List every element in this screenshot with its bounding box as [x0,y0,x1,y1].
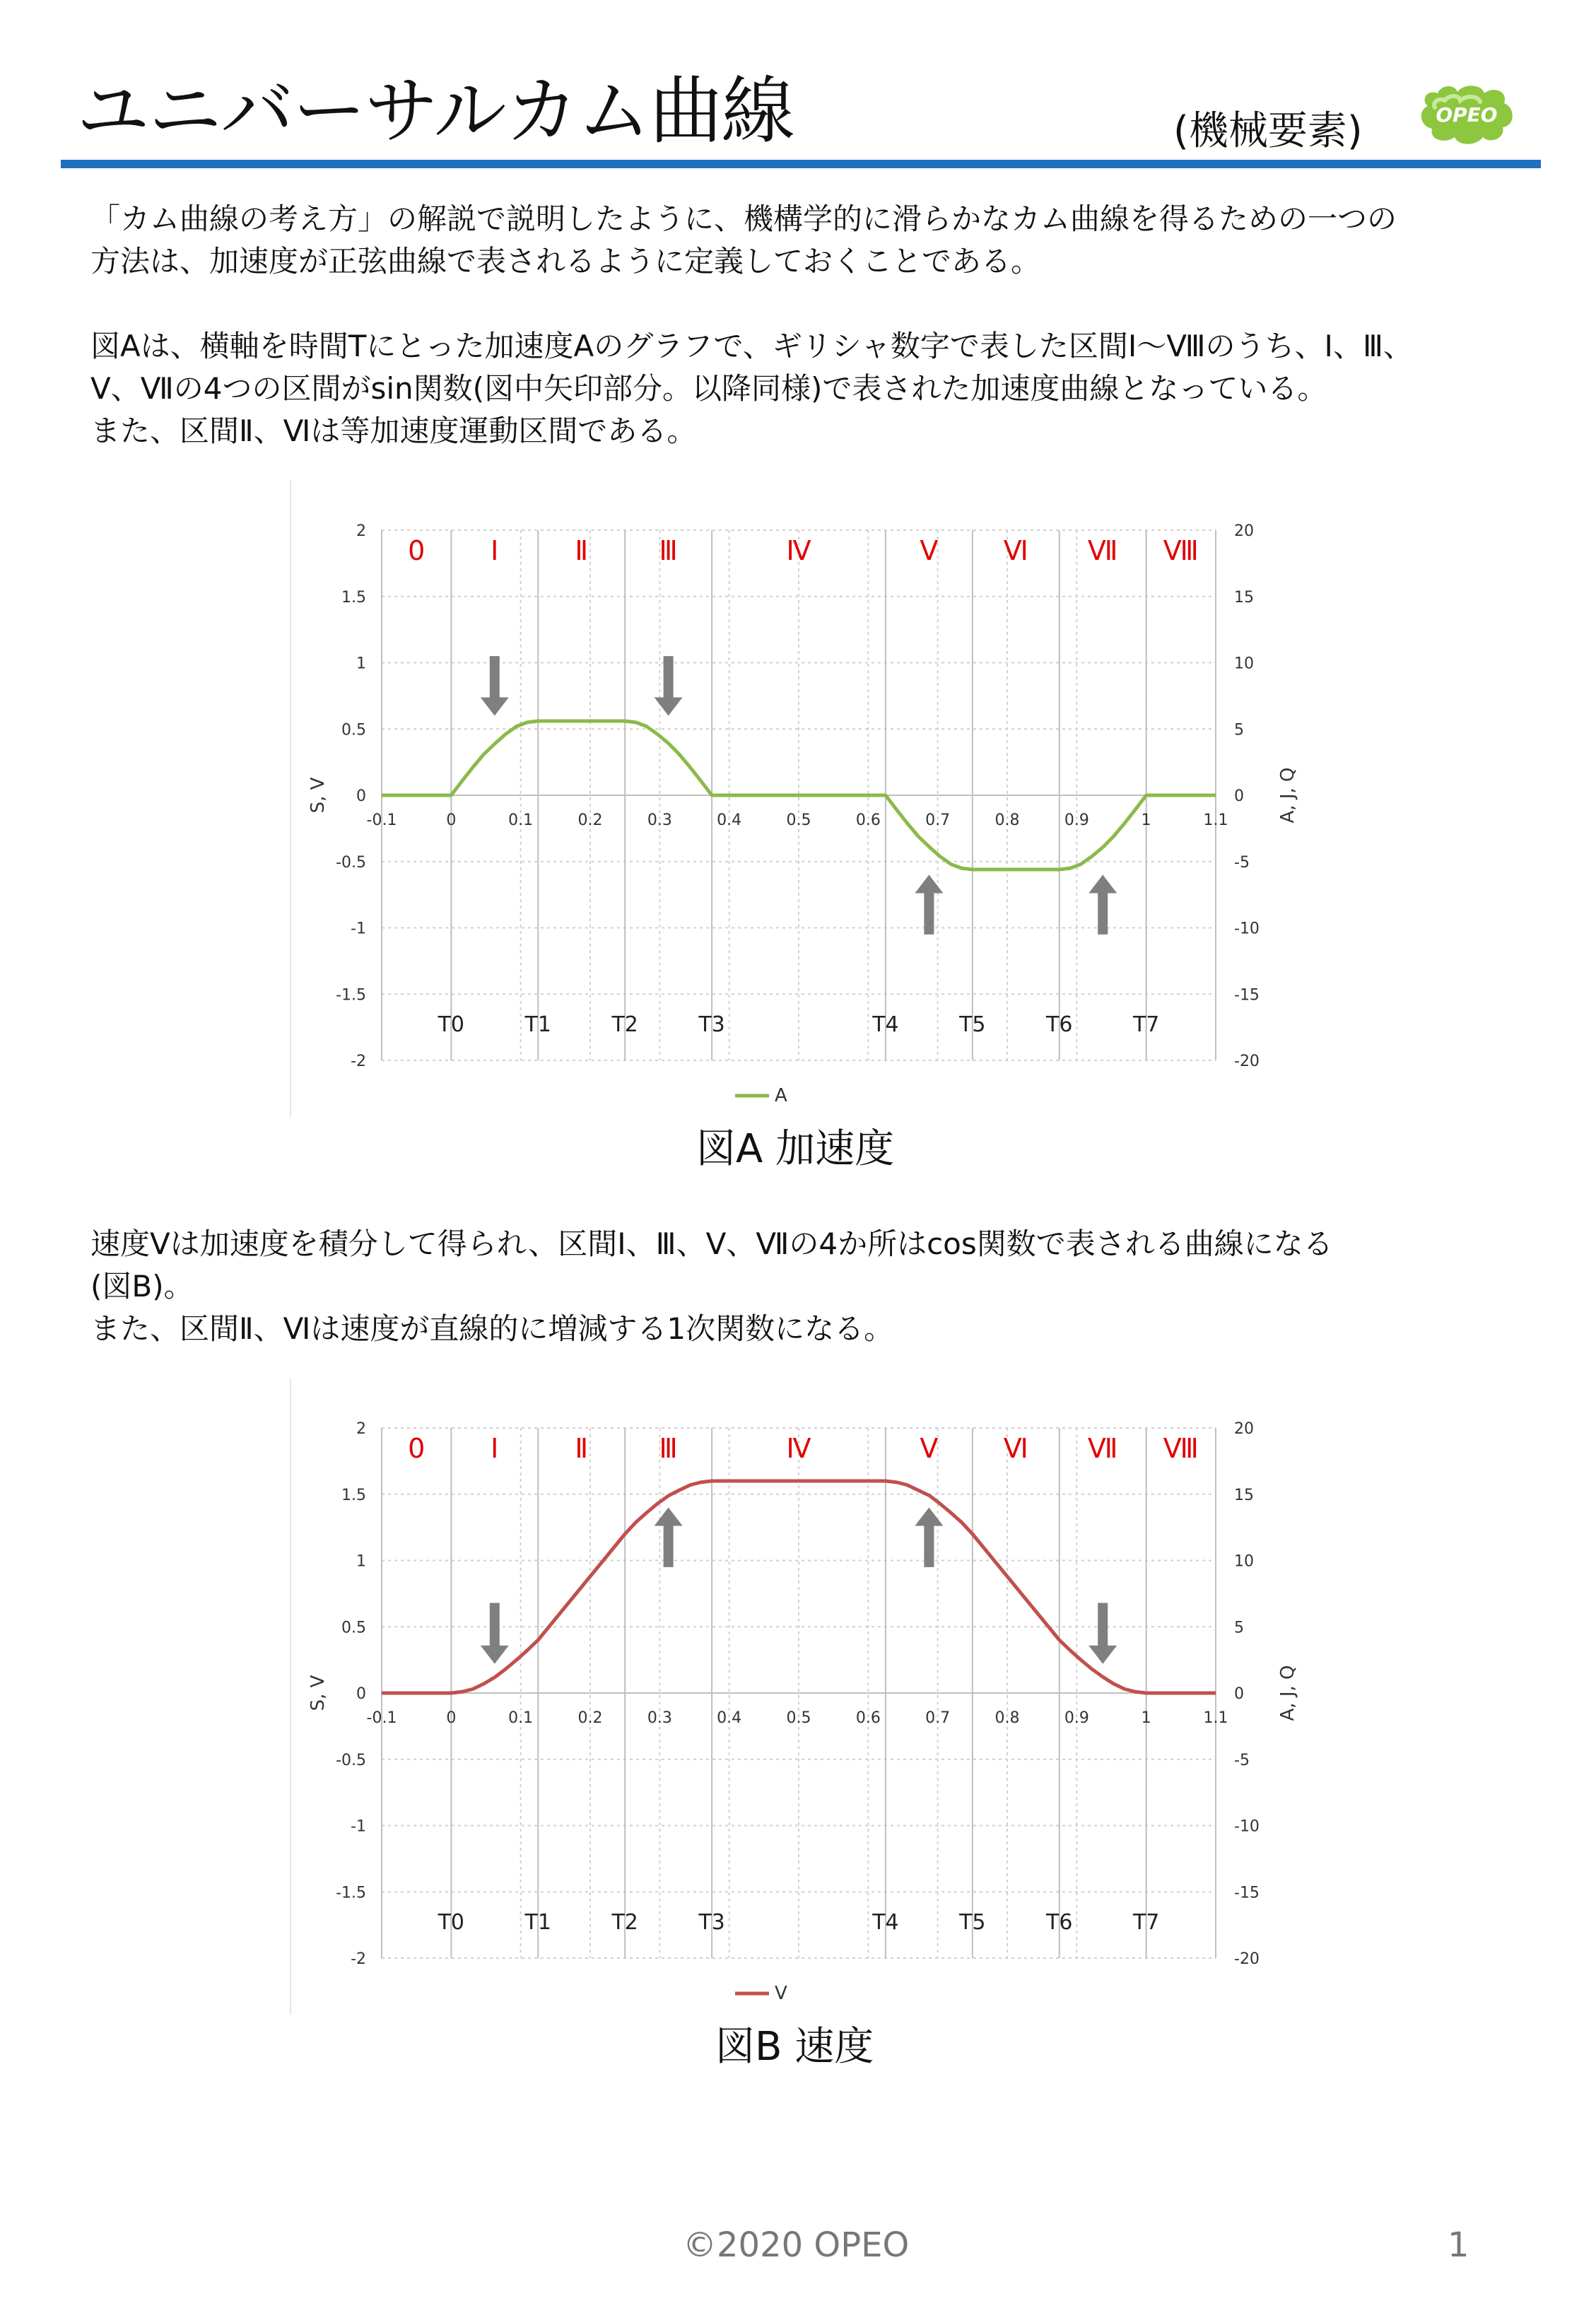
y-tick-label-left: 0.5 [341,721,366,739]
y-tick-label-left: 1 [356,655,366,673]
y-tick-label-right: 15 [1234,588,1254,607]
intro-paragraph: 「カム曲線の考え方」の解説で説明したように、機構学的に滑らかなカム曲線を得るための一つの 方法は、加速度が正弦曲線で表されるように定義しておくことである。 [90,201,1397,279]
time-marker-label: T1 [524,1012,551,1037]
time-marker-label: T5 [959,1909,986,1935]
region-label: Ⅳ [786,1433,811,1465]
legend-label: A [775,1085,787,1106]
x-tick-label: 0.5 [786,812,811,829]
y-tick-label-right: -15 [1234,986,1260,1005]
arrow-up [655,1508,683,1567]
region-label: Ⅱ [575,535,589,567]
logo-text: OPEO [1436,103,1498,127]
arrow-up [915,875,943,935]
y-tick-label-right: 0 [1234,1685,1244,1703]
y-tick-label-left: 1.5 [341,1486,366,1504]
arrow-down [481,656,509,715]
region-label: Ⅵ [1003,535,1028,567]
x-tick-label: 0.8 [994,812,1020,829]
y-tick-label-right: -5 [1234,853,1250,872]
region-label: Ⅳ [786,535,811,567]
figure-a-caption: 図A 加速度 [696,1126,895,1172]
y-tick-label-left: -1.5 [336,986,366,1005]
time-marker-label: T2 [611,1012,638,1037]
region-label: Ⅰ [491,535,499,567]
region-label: Ⅱ [575,1433,589,1465]
y-tick-label-right: -10 [1234,920,1260,938]
y-tick-label-left: 0.5 [341,1619,366,1637]
x-tick-label: -0.1 [366,812,397,829]
x-tick-label: 0 [446,1709,457,1727]
page-number: 1 [1448,2225,1469,2265]
header-rule [61,160,1541,168]
y-tick-label-right: 20 [1234,1420,1254,1438]
time-marker-label: T5 [959,1012,986,1037]
y-tick-label-right: 5 [1234,721,1244,739]
legend-label: V [775,1983,787,2004]
time-marker-label: T0 [438,1012,465,1037]
arrow-down [481,1603,509,1664]
y-tick-label-left: -1 [351,920,366,938]
x-tick-label: 0.1 [508,812,534,829]
time-marker-label: T3 [698,1012,725,1037]
x-tick-label: 0.4 [717,1709,742,1727]
region-label: Ⅰ [491,1433,499,1465]
region-label: Ⅷ [1163,535,1199,567]
opeo-logo [1414,79,1520,150]
x-tick-label: 0.8 [994,1709,1020,1727]
region-label: Ⅲ [659,1433,678,1465]
time-marker-label: T3 [698,1909,725,1935]
y-tick-label-right: 10 [1234,655,1254,673]
page-subtitle: (機械要素) [1173,108,1363,154]
x-tick-label: 0 [446,812,457,829]
x-tick-label: 0.5 [786,1709,811,1727]
x-tick-label: 1 [1141,812,1151,829]
x-tick-label: 0.7 [925,812,951,829]
region-label: Ⅶ [1087,1433,1118,1465]
y-axis-title-right: A, J, Q [1277,767,1298,824]
y-tick-label-left: -0.5 [336,1751,366,1769]
region-label: Ⅴ [920,535,939,567]
x-tick-label: 0.7 [925,1709,951,1727]
y-tick-label-right: 15 [1234,1486,1254,1504]
y-tick-label-left: 1.5 [341,588,366,607]
y-tick-label-left: 2 [356,1420,366,1438]
time-marker-label: T4 [872,1012,899,1037]
x-tick-label: 0.4 [717,812,742,829]
region-label: Ⅷ [1163,1433,1199,1465]
y-tick-label-right: -10 [1234,1817,1260,1836]
time-marker-label: T4 [872,1909,899,1935]
y-tick-label-right: 20 [1234,522,1254,540]
y-tick-label-right: 10 [1234,1552,1254,1571]
time-marker-label: T7 [1132,1909,1160,1935]
y-axis-title-right: A, J, Q [1277,1665,1298,1721]
x-tick-label: 1 [1141,1709,1151,1727]
y-tick-label-left: -2 [351,1053,366,1070]
y-tick-label-left: 1 [356,1552,366,1571]
page-title: ユニバーサルカム曲線 [76,68,794,154]
y-tick-label-right: -5 [1234,1751,1250,1769]
region-label: Ⅶ [1087,535,1118,567]
y-tick-label-left: 0 [356,787,366,805]
y-tick-label-left: 0 [356,1685,366,1703]
y-tick-label-right: 0 [1234,787,1244,805]
x-tick-label: 1.1 [1203,812,1228,829]
figure-b-description: 速度Vは加速度を積分して得られ、区間Ⅰ、Ⅲ、Ⅴ、Ⅶの4か所はcos関数で表される曲線になる (図B)。 また、区間Ⅱ、Ⅵは速度が直線的に増減する1次関数になる。 [90,1226,1333,1346]
figure-a-description: 図Aは、横軸を時間Tにとった加速度Aのグラフで、ギリシャ数字で表した区間Ⅰ～Ⅷのうち、Ⅰ、Ⅲ、 Ⅴ、Ⅶの4つの区間がsin関数(図中矢印部分。以降同様)で表された加速度曲線となっている。 また、区間Ⅱ、Ⅵは等加速度運動区間である。 [90,329,1413,448]
x-tick-label: -0.1 [366,1709,397,1727]
y-axis-title-left: S, V [307,777,329,814]
y-tick-label-right: -20 [1234,1053,1260,1070]
arrow-up [915,1508,943,1567]
region-label: Ⅲ [659,535,678,567]
x-tick-label: 0.9 [1064,812,1089,829]
x-tick-label: 0.3 [647,1709,672,1727]
region-label: 0 [408,1433,426,1465]
region-label: 0 [408,535,426,567]
x-tick-label: 0.2 [577,1709,603,1727]
velocity-chart [290,1378,1298,2015]
time-marker-label: T7 [1132,1012,1160,1037]
y-tick-label-right: -20 [1234,1950,1260,1968]
time-marker-label: T6 [1046,1012,1073,1037]
acceleration-chart [290,481,1298,1117]
y-tick-label-left: -0.5 [336,853,366,872]
x-tick-label: 0.9 [1064,1709,1089,1727]
time-marker-label: T1 [524,1909,551,1935]
arrow-up [1089,875,1117,935]
arrow-down [1089,1603,1117,1664]
y-tick-label-left: -2 [351,1950,366,1968]
region-label: Ⅴ [920,1433,939,1465]
time-marker-label: T0 [438,1909,465,1935]
arrow-down [655,656,683,715]
time-marker-label: T6 [1046,1909,1073,1935]
figure-b-caption: 図B 速度 [715,2024,874,2070]
x-tick-label: 0.2 [577,812,603,829]
y-tick-label-right: -15 [1234,1884,1260,1902]
y-tick-label-left: -1.5 [336,1884,366,1902]
y-tick-label-left: 2 [356,522,366,540]
x-tick-label: 0.3 [647,812,672,829]
x-tick-label: 0.1 [508,1709,534,1727]
y-axis-title-left: S, V [307,1675,329,1711]
x-tick-label: 0.6 [855,1709,881,1727]
x-tick-label: 0.6 [855,812,881,829]
y-tick-label-right: 5 [1234,1619,1244,1637]
copyright: ©2020 OPEO [683,2225,910,2265]
region-label: Ⅵ [1003,1433,1028,1465]
x-tick-label: 1.1 [1203,1709,1228,1727]
y-tick-label-left: -1 [351,1817,366,1836]
time-marker-label: T2 [611,1909,638,1935]
